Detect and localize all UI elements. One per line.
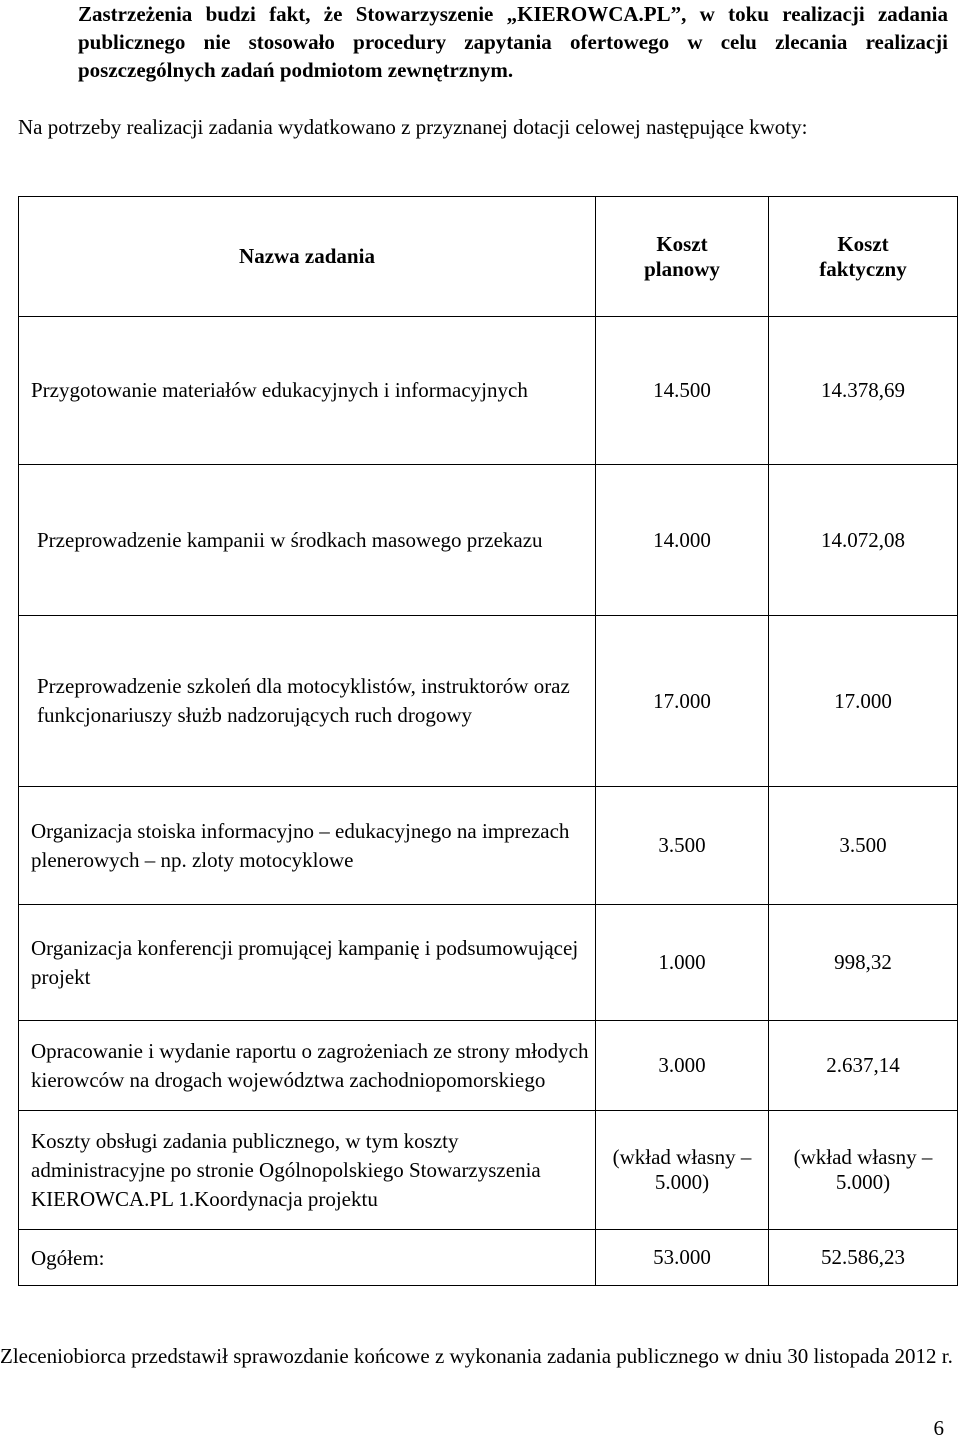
- header-actual-line2: faktyczny: [819, 256, 907, 281]
- table-row: [19, 616, 958, 787]
- objection-paragraph: Zastrzeżenia budzi fakt, że Stowarzyszenie „KIEROWCA.PL”, w toku realizacji zadania publicznego nie stosowało procedury zapytania ofertowego w celu zlecania realizacji poszczególnych zadań podmiotom zewnętrznym.: [78, 2, 948, 82]
- cost-table: [18, 196, 958, 1286]
- actual-cost: 2.637,14: [769, 1021, 958, 1111]
- header-planned-line1: Koszt: [656, 231, 708, 256]
- table-row: [19, 1111, 958, 1230]
- header-task-name: Nazwa zadania: [19, 197, 596, 317]
- header-planned-line2: planowy: [644, 256, 720, 281]
- actual-cost: 17.000: [769, 616, 958, 787]
- actual-cost: 14.378,69: [769, 317, 958, 465]
- page-number: 6: [933, 1416, 944, 1440]
- task-name: Koszty obsługi zadania publicznego, w tym koszty administracyjne po stronie Ogólnopolskiego Stowarzyszenia KIEROWCA.PL 1.Koordynacja projektu: [31, 1128, 541, 1211]
- header-planned-cost: [596, 197, 769, 317]
- actual-cost: 3.500: [769, 787, 958, 905]
- table-row: [19, 787, 958, 905]
- task-name: Opracowanie i wydanie raportu o zagrożeniach ze strony młodych kierowców na drogach województwa zachodniopomorskiego: [31, 1038, 589, 1092]
- planned-cost: 14.500: [596, 317, 769, 465]
- total-label: Ogółem:: [31, 1245, 105, 1270]
- task-name: Przygotowanie materiałów edukacyjnych i informacyjnych: [31, 378, 528, 402]
- planned-cost: 14.000: [596, 465, 769, 616]
- task-name: Przeprowadzenie kampanii w środkach masowego przekazu: [37, 527, 543, 552]
- total-actual-cost: 52.586,23: [769, 1230, 958, 1286]
- final-report-paragraph: Zleceniobiorca przedstawił sprawozdanie końcowe z wykonania zadania publicznego w dniu 30 listopada 2012 r.: [0, 1344, 953, 1368]
- header-actual-line1: Koszt: [837, 231, 889, 256]
- table-header-row: [19, 197, 958, 317]
- table-total-row: [19, 1230, 958, 1286]
- task-name: Organizacja konferencji promującej kampanię i podsumowującej projekt: [31, 935, 579, 989]
- planned-cost: 1.000: [596, 905, 769, 1021]
- table-row: [19, 465, 958, 616]
- planned-cost: 3.000: [596, 1021, 769, 1111]
- table-row: [19, 317, 958, 465]
- task-name: Przeprowadzenie szkoleń dla motocyklistów, instruktorów oraz funkcjonariuszy służb nadzorujących ruch drogowy: [37, 674, 570, 727]
- expenditure-intro-paragraph: Na potrzeby realizacji zadania wydatkowano z przyznanej dotacji celowej następujące kwoty:: [18, 115, 808, 139]
- task-name: Organizacja stoiska informacyjno – edukacyjnego na imprezach plenerowych – np. zloty motocyklowe: [31, 818, 570, 872]
- table-row: [19, 1021, 958, 1111]
- planned-cost: (wkład własny – 5.000): [596, 1111, 769, 1230]
- table-row: [19, 905, 958, 1021]
- total-planned-cost: 53.000: [596, 1230, 769, 1286]
- header-actual-cost: [769, 197, 958, 317]
- actual-cost: 998,32: [769, 905, 958, 1021]
- planned-cost: 17.000: [596, 616, 769, 787]
- planned-cost: 3.500: [596, 787, 769, 905]
- actual-cost: (wkład własny – 5.000): [769, 1111, 958, 1230]
- actual-cost: 14.072,08: [769, 465, 958, 616]
